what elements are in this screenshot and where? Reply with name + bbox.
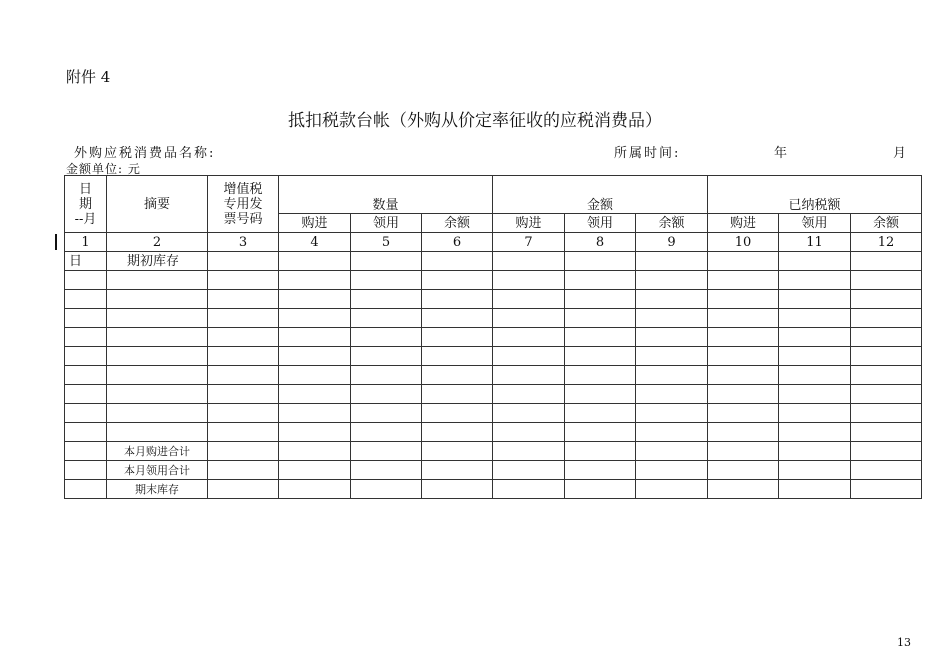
table-cell[interactable] xyxy=(422,347,493,366)
date-header xyxy=(65,176,107,233)
table-cell[interactable] xyxy=(493,290,565,309)
page-number: 13 xyxy=(897,636,911,649)
table-cell[interactable] xyxy=(779,309,851,328)
table-cell[interactable] xyxy=(208,442,279,461)
table-cell[interactable] xyxy=(208,252,279,271)
table-cell[interactable] xyxy=(636,461,708,480)
monthly-use-row xyxy=(65,461,922,480)
table-cell[interactable] xyxy=(422,461,493,480)
table-cell[interactable] xyxy=(422,442,493,461)
table-cell[interactable] xyxy=(279,290,351,309)
table-cell[interactable] xyxy=(779,461,851,480)
month-label: 月 xyxy=(893,146,909,161)
table-cell[interactable] xyxy=(565,385,636,404)
table-cell[interactable] xyxy=(779,252,851,271)
table-cell[interactable] xyxy=(708,385,779,404)
table-cell[interactable] xyxy=(708,423,779,442)
table-cell[interactable] xyxy=(493,385,565,404)
table-cell[interactable] xyxy=(107,347,208,366)
table-cell[interactable] xyxy=(279,404,351,423)
table-cell[interactable] xyxy=(422,290,493,309)
table-cell[interactable] xyxy=(107,423,208,442)
table-cell[interactable] xyxy=(851,404,922,423)
quantity-use-header: 领用 xyxy=(351,214,422,233)
table-cell[interactable] xyxy=(779,423,851,442)
table-cell[interactable] xyxy=(636,423,708,442)
table-cell[interactable] xyxy=(708,309,779,328)
table-cell[interactable] xyxy=(779,271,851,290)
table-cell[interactable] xyxy=(565,309,636,328)
table-cell[interactable] xyxy=(351,442,422,461)
blank-row xyxy=(65,404,922,423)
column-number: 2 xyxy=(107,233,208,252)
table-cell[interactable] xyxy=(65,480,107,499)
product-name-label: 外购应税消费品名称: xyxy=(74,146,216,161)
column-number: 12 xyxy=(851,233,922,252)
table-cell[interactable] xyxy=(65,366,107,385)
table-cell[interactable] xyxy=(65,309,107,328)
blank-row xyxy=(65,309,922,328)
table-cell[interactable] xyxy=(279,252,351,271)
table-cell[interactable] xyxy=(851,309,922,328)
table-cell[interactable] xyxy=(493,461,565,480)
table-cell[interactable] xyxy=(351,271,422,290)
table-cell[interactable] xyxy=(636,366,708,385)
table-cell[interactable] xyxy=(851,423,922,442)
blank-rows xyxy=(65,271,922,442)
table-cell[interactable] xyxy=(208,404,279,423)
table-cell[interactable] xyxy=(279,442,351,461)
table-cell[interactable] xyxy=(493,423,565,442)
table-cell[interactable] xyxy=(351,252,422,271)
table-cell[interactable] xyxy=(422,385,493,404)
table-cell[interactable] xyxy=(493,309,565,328)
column-number: 9 xyxy=(636,233,708,252)
period-label: 所属时间: xyxy=(614,146,681,161)
invoice-header-line1: 增值税 xyxy=(223,181,263,197)
document-title: 抵扣税款台帐（外购从价定率征收的应税消费品） xyxy=(288,111,662,131)
day-cell: 日 xyxy=(65,252,107,271)
table-cell[interactable] xyxy=(208,461,279,480)
table-cell[interactable] xyxy=(851,290,922,309)
table-cell[interactable] xyxy=(65,347,107,366)
table-cell[interactable] xyxy=(208,290,279,309)
quantity-purchase-header: 购进 xyxy=(279,214,351,233)
invoice-header-line3: 票号码 xyxy=(223,211,263,227)
table-cell[interactable] xyxy=(422,423,493,442)
table-cell[interactable] xyxy=(65,271,107,290)
table-cell[interactable] xyxy=(107,271,208,290)
table-cell[interactable] xyxy=(279,461,351,480)
table-cell[interactable] xyxy=(493,366,565,385)
monthly-purchase-row xyxy=(65,442,922,461)
closing-row xyxy=(65,480,922,499)
table-cell[interactable] xyxy=(779,442,851,461)
currency-unit-label: 金额单位: 元 xyxy=(66,162,141,176)
blank-row xyxy=(65,290,922,309)
blank-row xyxy=(65,366,922,385)
table-cell[interactable] xyxy=(208,271,279,290)
table-cell[interactable] xyxy=(779,290,851,309)
table-cell[interactable] xyxy=(708,461,779,480)
table-cell[interactable] xyxy=(708,480,779,499)
table-cell[interactable] xyxy=(636,480,708,499)
table-cell[interactable] xyxy=(279,480,351,499)
table-cell[interactable] xyxy=(351,366,422,385)
table-cell[interactable] xyxy=(565,404,636,423)
table-cell[interactable] xyxy=(636,290,708,309)
table-cell[interactable] xyxy=(493,480,565,499)
table-cell[interactable] xyxy=(565,347,636,366)
tax-purchase-header: 购进 xyxy=(708,214,779,233)
table-cell[interactable] xyxy=(422,404,493,423)
table-cell[interactable] xyxy=(351,328,422,347)
table-cell[interactable] xyxy=(779,328,851,347)
column-number: 3 xyxy=(208,233,279,252)
table-cell[interactable] xyxy=(565,423,636,442)
table-cell[interactable] xyxy=(65,423,107,442)
table-cell[interactable] xyxy=(279,347,351,366)
table-cell[interactable] xyxy=(107,309,208,328)
table-cell[interactable] xyxy=(636,347,708,366)
table-cell[interactable] xyxy=(779,480,851,499)
table-cell[interactable] xyxy=(636,385,708,404)
table-cell[interactable] xyxy=(279,366,351,385)
table-cell[interactable] xyxy=(493,252,565,271)
table-cell[interactable] xyxy=(65,290,107,309)
table-cell[interactable] xyxy=(351,385,422,404)
table-cell[interactable] xyxy=(65,404,107,423)
quantity-balance-header: 余额 xyxy=(422,214,493,233)
column-number: 5 xyxy=(351,233,422,252)
table-cell[interactable] xyxy=(351,404,422,423)
amount-use-header: 领用 xyxy=(565,214,636,233)
opening-label: 期初库存 xyxy=(107,252,208,271)
table-cell[interactable] xyxy=(208,347,279,366)
attachment-label: 附件 4 xyxy=(66,68,111,86)
table-cell[interactable] xyxy=(351,461,422,480)
table-cell[interactable] xyxy=(422,480,493,499)
table-cell[interactable] xyxy=(493,271,565,290)
table-cell[interactable] xyxy=(708,271,779,290)
table-cell[interactable] xyxy=(65,328,107,347)
table-cell[interactable] xyxy=(422,328,493,347)
table-cell[interactable] xyxy=(107,328,208,347)
table-cell[interactable] xyxy=(279,385,351,404)
year-label: 年 xyxy=(774,146,790,161)
table-cell[interactable] xyxy=(351,309,422,328)
table-cell[interactable] xyxy=(422,271,493,290)
table-cell[interactable] xyxy=(636,328,708,347)
table-cell[interactable] xyxy=(851,252,922,271)
table-cell[interactable] xyxy=(493,442,565,461)
table-cell[interactable] xyxy=(851,347,922,366)
quantity-header: 数量 xyxy=(279,176,493,214)
date-header-line3: --月 xyxy=(74,211,97,227)
column-number: 4 xyxy=(279,233,351,252)
table-cell[interactable] xyxy=(708,252,779,271)
blank-row xyxy=(65,385,922,404)
invoice-header-line2: 专用发 xyxy=(223,196,263,212)
table-cell[interactable] xyxy=(565,271,636,290)
table-cell[interactable] xyxy=(208,309,279,328)
closing-label: 期末库存 xyxy=(107,480,208,499)
table-cell[interactable] xyxy=(351,347,422,366)
table-cell[interactable] xyxy=(493,347,565,366)
amount-purchase-header: 购进 xyxy=(493,214,565,233)
table-cell[interactable] xyxy=(636,442,708,461)
table-cell[interactable] xyxy=(851,461,922,480)
table-cell[interactable] xyxy=(422,309,493,328)
table-cell[interactable] xyxy=(851,385,922,404)
table-cell[interactable] xyxy=(565,252,636,271)
blank-row xyxy=(65,347,922,366)
table-cell[interactable] xyxy=(708,442,779,461)
table-cell[interactable] xyxy=(565,366,636,385)
table-cell[interactable] xyxy=(279,271,351,290)
table-cell[interactable] xyxy=(565,328,636,347)
date-header-line2: 期 xyxy=(78,196,92,212)
table-cell[interactable] xyxy=(493,328,565,347)
table-cell[interactable] xyxy=(65,461,107,480)
table-cell[interactable] xyxy=(636,309,708,328)
tax-balance-header: 余额 xyxy=(851,214,922,233)
table-cell[interactable] xyxy=(565,290,636,309)
table-cell[interactable] xyxy=(565,480,636,499)
table-cell[interactable] xyxy=(779,366,851,385)
table-cell[interactable] xyxy=(636,271,708,290)
table-cell[interactable] xyxy=(107,290,208,309)
blank-row xyxy=(65,271,922,290)
text-cursor xyxy=(55,234,57,250)
amount-balance-header: 余额 xyxy=(636,214,708,233)
table-cell[interactable] xyxy=(851,480,922,499)
column-number: 7 xyxy=(493,233,565,252)
table-cell[interactable] xyxy=(708,290,779,309)
table-cell[interactable] xyxy=(422,366,493,385)
table-cell[interactable] xyxy=(351,423,422,442)
table-cell[interactable] xyxy=(65,385,107,404)
invoice-header xyxy=(208,176,279,233)
monthly-purchase-label: 本月购进合计 xyxy=(107,442,208,461)
amount-header: 金额 xyxy=(493,176,708,214)
table-cell[interactable] xyxy=(208,423,279,442)
table-cell[interactable] xyxy=(708,347,779,366)
table-cell[interactable] xyxy=(107,385,208,404)
table-cell[interactable] xyxy=(351,290,422,309)
table-cell[interactable] xyxy=(708,366,779,385)
table-cell[interactable] xyxy=(279,309,351,328)
tax-paid-header: 已纳税额 xyxy=(708,176,922,214)
date-header-line1: 日 xyxy=(78,181,92,197)
table-cell[interactable] xyxy=(851,271,922,290)
column-number: 6 xyxy=(422,233,493,252)
column-number: 10 xyxy=(708,233,779,252)
table-cell[interactable] xyxy=(279,328,351,347)
table-cell[interactable] xyxy=(208,328,279,347)
column-number: 8 xyxy=(565,233,636,252)
table-cell[interactable] xyxy=(422,252,493,271)
table-cell[interactable] xyxy=(636,404,708,423)
table-cell[interactable] xyxy=(565,461,636,480)
table-cell[interactable] xyxy=(208,366,279,385)
table-cell[interactable] xyxy=(65,442,107,461)
monthly-use-label: 本月领用合计 xyxy=(107,461,208,480)
table-cell[interactable] xyxy=(851,366,922,385)
blank-row xyxy=(65,328,922,347)
ledger-table xyxy=(64,175,922,499)
table-cell[interactable] xyxy=(351,480,422,499)
table-cell[interactable] xyxy=(493,404,565,423)
table-cell[interactable] xyxy=(851,328,922,347)
summary-header: 摘要 xyxy=(107,176,208,233)
table-cell[interactable] xyxy=(779,347,851,366)
table-cell[interactable] xyxy=(107,366,208,385)
tax-use-header: 领用 xyxy=(779,214,851,233)
table-cell[interactable] xyxy=(279,423,351,442)
table-cell[interactable] xyxy=(779,404,851,423)
column-number: 11 xyxy=(779,233,851,252)
table-cell[interactable] xyxy=(851,442,922,461)
table-cell[interactable] xyxy=(208,385,279,404)
table-cell[interactable] xyxy=(565,442,636,461)
table-cell[interactable] xyxy=(107,404,208,423)
blank-row xyxy=(65,423,922,442)
table-cell[interactable] xyxy=(708,328,779,347)
column-number: 1 xyxy=(65,233,107,252)
table-cell[interactable] xyxy=(208,480,279,499)
table-cell[interactable] xyxy=(636,252,708,271)
table-cell[interactable] xyxy=(708,404,779,423)
table-cell[interactable] xyxy=(779,385,851,404)
column-number-row xyxy=(65,233,922,252)
opening-row xyxy=(65,252,922,271)
